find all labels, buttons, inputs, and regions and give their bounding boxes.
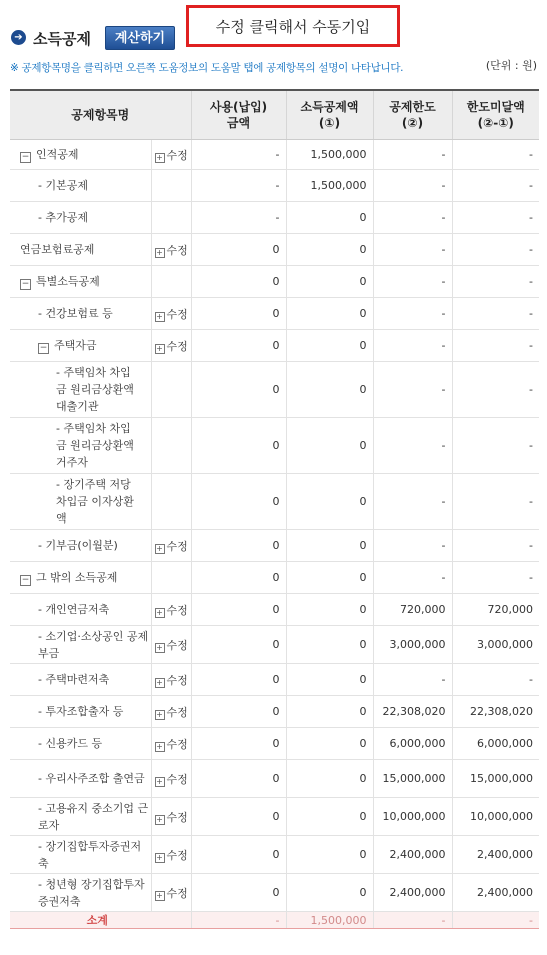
used-cell: 0 [191, 836, 286, 874]
item-name-label[interactable]: 그 밖의 소득공제 [36, 571, 118, 584]
edit-cell [151, 474, 191, 530]
item-name-label[interactable]: - 소기업·소상공인 공제부금 [38, 629, 149, 660]
deduction-cell: 0 [286, 874, 373, 912]
edit-label: 수정 [166, 339, 188, 353]
edit-label: 수정 [166, 539, 188, 553]
deduction-cell: 0 [286, 418, 373, 474]
deduction-cell: 0 [286, 728, 373, 760]
item-name-cell[interactable] [10, 874, 151, 912]
limit-cell: - [373, 202, 452, 234]
edit-cell [151, 362, 191, 418]
shortfall-cell: 6,000,000 [452, 728, 539, 760]
table-row [10, 836, 539, 874]
item-name-cell[interactable] [10, 728, 151, 760]
edit-button[interactable] [155, 738, 188, 751]
col-header-shortfall: 한도미달액 (②-①) [452, 90, 539, 140]
item-name-cell[interactable] [10, 202, 151, 234]
used-cell: 0 [191, 530, 286, 562]
limit-cell: - [373, 330, 452, 362]
edit-cell [151, 626, 191, 664]
limit-cell: - [373, 170, 452, 202]
item-name-label[interactable]: - 신용카드 등 [38, 737, 103, 750]
item-name-cell[interactable] [10, 760, 151, 798]
edit-label: 수정 [166, 848, 188, 862]
item-name-label[interactable]: 인적공제 [36, 148, 79, 161]
annotation-callout: 수정 클릭해서 수동기입 [186, 5, 400, 47]
edit-button[interactable] [155, 540, 188, 553]
item-name-label[interactable]: - 투자조합출자 등 [38, 705, 124, 718]
table-row [10, 798, 539, 836]
edit-label: 수정 [166, 307, 188, 321]
edit-label: 수정 [166, 673, 188, 687]
item-name-cell[interactable] [10, 298, 151, 330]
edit-cell [151, 594, 191, 626]
col-header-limit: 공제한도 (②) [373, 90, 452, 140]
deduction-cell: 0 [286, 562, 373, 594]
limit-cell: 22,308,020 [373, 696, 452, 728]
item-name-label[interactable]: - 개인연금저축 [38, 603, 110, 616]
deduction-cell: 0 [286, 202, 373, 234]
limit-cell: - [373, 266, 452, 298]
collapse-icon[interactable]: − [39, 342, 48, 353]
shortfall-cell: - [452, 266, 539, 298]
used-cell: 0 [191, 474, 286, 530]
edit-button[interactable] [155, 244, 188, 257]
shortfall-cell: - [452, 562, 539, 594]
shortfall-cell: - [452, 202, 539, 234]
used-cell: 0 [191, 874, 286, 912]
subtotal-row [10, 912, 539, 929]
used-cell: 0 [191, 728, 286, 760]
edit-cell [151, 202, 191, 234]
item-name-cell[interactable] [10, 594, 151, 626]
edit-cell [151, 530, 191, 562]
item-name-cell[interactable] [10, 562, 151, 594]
deduction-cell: 0 [286, 298, 373, 330]
section-title: 소득공제 [33, 30, 91, 48]
edit-button[interactable] [155, 773, 188, 786]
edit-cell [151, 266, 191, 298]
edit-button[interactable] [155, 706, 188, 719]
used-cell: 0 [191, 298, 286, 330]
used-cell: 0 [191, 418, 286, 474]
shortfall-cell: - [452, 664, 539, 696]
edit-cell [151, 836, 191, 874]
item-name-label[interactable]: 주택자금 [54, 339, 97, 352]
table-row [10, 874, 539, 912]
used-cell: 0 [191, 696, 286, 728]
shortfall-cell: - [452, 330, 539, 362]
plus-icon: + [156, 741, 163, 751]
plus-icon: + [156, 247, 163, 257]
edit-button[interactable] [155, 849, 188, 862]
plus-icon: + [156, 677, 163, 687]
edit-cell [151, 664, 191, 696]
table-row [10, 664, 539, 696]
used-cell: - [191, 202, 286, 234]
item-name-cell[interactable] [10, 140, 151, 170]
deduction-cell: 0 [286, 626, 373, 664]
used-cell: 0 [191, 626, 286, 664]
deduction-cell: 0 [286, 760, 373, 798]
deduction-cell: 0 [286, 266, 373, 298]
limit-cell: 3,000,000 [373, 626, 452, 664]
used-cell: 0 [191, 330, 286, 362]
help-note: ※ 공제항목명을 클릭하면 오른쪽 도움정보의 도움말 탭에 공제항목의 설명이 나타납니다. [10, 62, 404, 74]
limit-cell: - [373, 418, 452, 474]
deduction-cell: 0 [286, 530, 373, 562]
item-name-label[interactable]: - 주택임차 차입금 원리금상환액 거주자 [56, 422, 134, 469]
plus-icon: + [156, 543, 163, 553]
unit-label: (단위 : 원) [485, 59, 537, 72]
edit-label: 수정 [166, 772, 188, 786]
shortfall-cell: 10,000,000 [452, 798, 539, 836]
limit-cell: - [373, 664, 452, 696]
table-row [10, 170, 539, 202]
edit-button[interactable] [155, 340, 188, 353]
used-cell: 0 [191, 362, 286, 418]
item-name-label[interactable]: 연금보험료공제 [20, 243, 95, 256]
edit-cell [151, 562, 191, 594]
edit-cell [151, 418, 191, 474]
subtotal-deduction: 1,500,000 [286, 912, 373, 929]
item-name-cell[interactable] [10, 170, 151, 202]
edit-label: 수정 [166, 638, 188, 652]
item-name-cell[interactable] [10, 266, 151, 298]
used-cell: 0 [191, 594, 286, 626]
edit-cell [151, 798, 191, 836]
item-name-cell[interactable] [10, 836, 151, 874]
edit-cell [151, 874, 191, 912]
item-name-label[interactable]: - 우리사주조합 출연금 [38, 772, 145, 785]
table-row [10, 266, 539, 298]
shortfall-cell: - [452, 170, 539, 202]
col-header-used: 사용(납입) 금액 [191, 90, 286, 140]
table-row [10, 474, 539, 530]
deduction-cell: 1,500,000 [286, 140, 373, 170]
plus-icon: + [156, 814, 163, 824]
item-name-label[interactable]: - 기본공제 [38, 179, 88, 192]
shortfall-cell: 22,308,020 [452, 696, 539, 728]
table-row [10, 298, 539, 330]
item-name-cell[interactable] [10, 798, 151, 836]
subtotal-shortfall: - [452, 912, 539, 929]
table-row [10, 562, 539, 594]
plus-icon: + [156, 852, 163, 862]
deduction-cell: 0 [286, 696, 373, 728]
item-name-cell[interactable] [10, 474, 151, 530]
item-name-cell[interactable] [10, 530, 151, 562]
limit-cell: 2,400,000 [373, 836, 452, 874]
edit-cell [151, 696, 191, 728]
arrow-right-icon: ➔ [11, 30, 26, 45]
shortfall-cell: - [452, 298, 539, 330]
limit-cell: 6,000,000 [373, 728, 452, 760]
collapse-icon[interactable]: − [21, 151, 30, 162]
used-cell: 0 [191, 664, 286, 696]
plus-icon: + [156, 709, 163, 719]
limit-cell: 10,000,000 [373, 798, 452, 836]
edit-cell [151, 728, 191, 760]
table-row [10, 362, 539, 418]
deduction-table [10, 89, 539, 929]
edit-cell [151, 170, 191, 202]
deduction-cell: 0 [286, 836, 373, 874]
item-name-cell[interactable] [10, 418, 151, 474]
used-cell: - [191, 170, 286, 202]
table-row [10, 140, 539, 170]
deduction-cell: 0 [286, 330, 373, 362]
shortfall-cell: 15,000,000 [452, 760, 539, 798]
edit-button[interactable] [155, 149, 188, 162]
table-row [10, 202, 539, 234]
edit-cell [151, 234, 191, 266]
edit-button[interactable] [155, 887, 188, 900]
limit-cell: - [373, 234, 452, 266]
col-header-item: 공제항목명 [10, 90, 191, 140]
shortfall-cell: 3,000,000 [452, 626, 539, 664]
table-row [10, 594, 539, 626]
calculate-button[interactable]: 계산하기 [105, 26, 175, 50]
used-cell: 0 [191, 798, 286, 836]
shortfall-cell: - [452, 418, 539, 474]
item-name-cell[interactable] [10, 362, 151, 418]
limit-cell: - [373, 362, 452, 418]
plus-icon: + [156, 890, 163, 900]
plus-icon: + [156, 642, 163, 652]
limit-cell: 2,400,000 [373, 874, 452, 912]
shortfall-cell: - [452, 530, 539, 562]
used-cell: 0 [191, 234, 286, 266]
edit-label: 수정 [166, 148, 188, 162]
shortfall-cell: 720,000 [452, 594, 539, 626]
item-name-cell[interactable] [10, 626, 151, 664]
item-name-label[interactable]: - 건강보험료 등 [38, 307, 113, 320]
item-name-label[interactable]: - 주택마련저축 [38, 673, 110, 686]
plus-icon: + [156, 311, 163, 321]
plus-icon: + [156, 343, 163, 353]
limit-cell: - [373, 530, 452, 562]
item-name-cell[interactable] [10, 664, 151, 696]
edit-button[interactable] [155, 308, 188, 321]
deduction-cell: 0 [286, 362, 373, 418]
edit-cell [151, 760, 191, 798]
plus-icon: + [156, 152, 163, 162]
edit-button[interactable] [155, 811, 188, 824]
deduction-cell: 1,500,000 [286, 170, 373, 202]
collapse-icon[interactable]: − [21, 574, 30, 585]
shortfall-cell: 2,400,000 [452, 874, 539, 912]
deduction-cell: 0 [286, 474, 373, 530]
used-cell: - [191, 140, 286, 170]
edit-label: 수정 [166, 243, 188, 257]
table-row [10, 626, 539, 664]
subtotal-used: - [191, 912, 286, 929]
item-name-cell[interactable] [10, 696, 151, 728]
edit-button[interactable] [155, 639, 188, 652]
table-row [10, 696, 539, 728]
limit-cell: 15,000,000 [373, 760, 452, 798]
item-name-label[interactable]: - 추가공제 [38, 211, 88, 224]
deduction-cell: 0 [286, 234, 373, 266]
shortfall-cell: - [452, 140, 539, 170]
limit-cell: 720,000 [373, 594, 452, 626]
item-name-label[interactable]: - 청년형 장기집합투자증권저축 [38, 877, 145, 908]
item-name-label[interactable]: - 장기주택 저당차입금 이자상환액 [56, 478, 134, 525]
item-name-label[interactable]: - 고용유지 중소기업 근로자 [38, 801, 149, 832]
deduction-cell: 0 [286, 594, 373, 626]
collapse-icon[interactable]: − [21, 278, 30, 289]
subtotal-label: 소계 [10, 912, 191, 929]
limit-cell: - [373, 474, 452, 530]
shortfall-cell: - [452, 474, 539, 530]
item-name-cell[interactable] [10, 330, 151, 362]
used-cell: 0 [191, 760, 286, 798]
edit-label: 수정 [166, 603, 188, 617]
edit-cell [151, 140, 191, 170]
table-row [10, 418, 539, 474]
col-header-deduction: 소득공제액 (①) [286, 90, 373, 140]
limit-cell: - [373, 562, 452, 594]
item-name-cell[interactable] [10, 234, 151, 266]
item-name-label[interactable]: 특별소득공제 [36, 275, 100, 288]
edit-label: 수정 [166, 737, 188, 751]
table-row [10, 530, 539, 562]
used-cell: 0 [191, 266, 286, 298]
item-name-label[interactable]: - 주택임차 차입금 원리금상환액 대출기관 [56, 366, 134, 413]
edit-label: 수정 [166, 810, 188, 824]
edit-button[interactable] [155, 674, 188, 687]
deduction-cell: 0 [286, 798, 373, 836]
table-row [10, 330, 539, 362]
edit-label: 수정 [166, 886, 188, 900]
table-row [10, 760, 539, 798]
limit-cell: - [373, 298, 452, 330]
item-name-label[interactable]: - 장기집합투자증권저축 [38, 839, 142, 870]
edit-cell [151, 330, 191, 362]
table-row [10, 728, 539, 760]
used-cell: 0 [191, 562, 286, 594]
deduction-cell: 0 [286, 664, 373, 696]
shortfall-cell: 2,400,000 [452, 836, 539, 874]
plus-icon: + [156, 607, 163, 617]
shortfall-cell: - [452, 362, 539, 418]
edit-label: 수정 [166, 705, 188, 719]
plus-icon: + [156, 776, 163, 786]
shortfall-cell: - [452, 234, 539, 266]
edit-button[interactable] [155, 604, 188, 617]
subtotal-limit: - [373, 912, 452, 929]
section-header [0, 0, 547, 60]
table-row [10, 234, 539, 266]
limit-cell: - [373, 140, 452, 170]
item-name-label[interactable]: - 기부금(이월분) [38, 539, 118, 552]
edit-cell [151, 298, 191, 330]
